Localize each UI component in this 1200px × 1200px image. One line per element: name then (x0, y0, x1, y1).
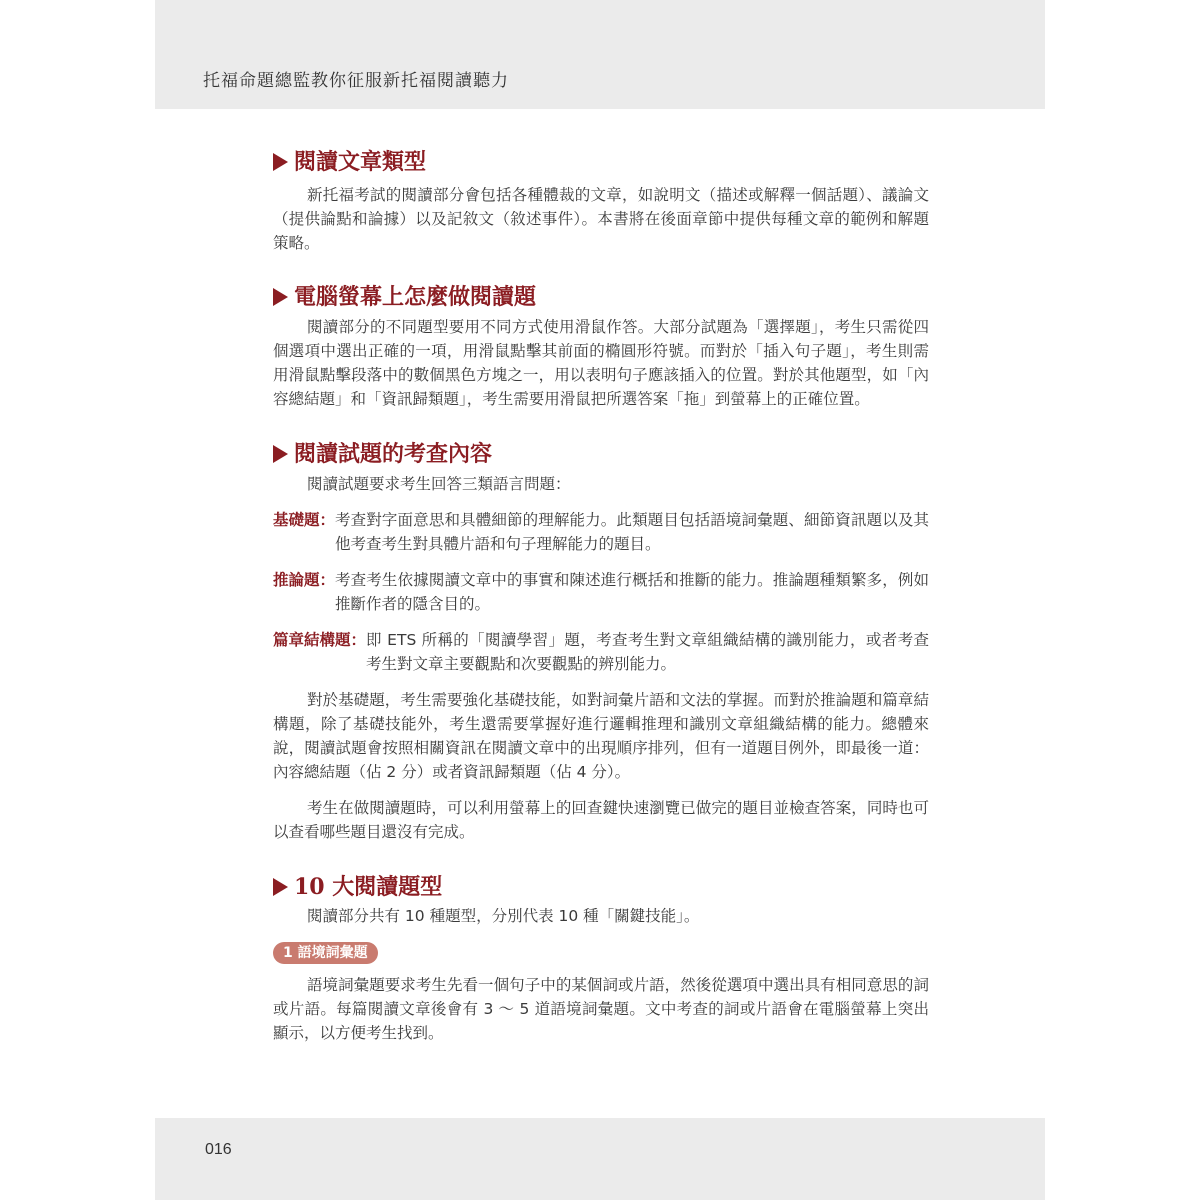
paragraph: 閱讀部分的不同題型要用不同方式使用滑鼠作答。大部分試題為「選擇題」，考生只需從四個選項中選出正確的一項，用滑鼠點擊其前面的橢圓形符號。而對於「插入句子題」，考生則需用滑鼠點擊段落中的數個黑色方塊之一，用以表明句子應該插入的位置。對於其他題型，如「內容總結題」和「資訊歸類題」，考生需要用滑鼠把所選答案「拖」到螢幕上的正確位置。 (273, 318, 929, 408)
paragraph: 閱讀試題要求考生回答三類語言問題： (307, 475, 571, 493)
page-number: 016 (205, 1141, 232, 1158)
subsection-badge: 1 語境詞彙題 (273, 942, 378, 964)
definition-desc: 考查對字面意思和具體細節的理解能力。此類題目包括語境詞彙題、細節資訊題以及其他考查考生對具體片語和句子理解能力的題目。 (335, 511, 929, 553)
paragraph: 新托福考試的閱讀部分會包括各種體裁的文章，如說明文（描述或解釋一個話題）、議論文（提供論點和論據）以及記敘文（敘述事件）。本書將在後面章節中提供每種文章的範例和解題策略。 (273, 186, 929, 252)
section-heading-text: 電腦螢幕上怎麼做閱讀題 (294, 284, 537, 310)
book-page (155, 0, 1045, 1200)
triangle-bullet-icon (273, 153, 288, 171)
paragraph: 對於基礎題，考生需要強化基礎技能，如對詞彙片語和文法的掌握。而對於推論題和篇章結構題，除了基礎技能外，考生還需要掌握好進行邏輯推理和識別文章組織結構的能力。總體來說，閱讀試題會按照相關資訊在閱讀文章中的出現順序排列，但有一道題目例外，即最後一道：內容總結題（佔 2 分）或者資訊歸類題（佔 4 分）。 (273, 691, 929, 781)
triangle-bullet-icon (273, 445, 288, 463)
section-heading-article-types (273, 145, 929, 179)
definition-desc: 考查考生依據閱讀文章中的事實和陳述進行概括和推斷的能力。推論題種類繁多，例如推斷作者的隱含目的。 (335, 571, 929, 613)
definition-basic (273, 508, 929, 556)
triangle-bullet-icon (273, 288, 288, 306)
paragraph: 考生在做閱讀題時，可以利用螢幕上的回查鍵快速瀏覽已做完的題目並檢查答案，同時也可以查看哪些題目還沒有完成。 (273, 799, 929, 841)
definition-desc: 即 ETS 所稱的「閱讀學習」題，考查考生對文章組織結構的識別能力，或者考查考生對文章主要觀點和次要觀點的辨別能力。 (366, 631, 929, 673)
triangle-bullet-icon (273, 878, 288, 896)
footer-bar (155, 1118, 1045, 1200)
definition-term: 基礎題： (273, 511, 336, 529)
section-heading-text: 10 大閱讀題型 (294, 874, 443, 900)
section-heading-ten-types (273, 870, 929, 904)
section-heading-text: 閱讀文章類型 (294, 149, 427, 175)
definition-term: 篇章結構題： (273, 631, 367, 649)
paragraph: 語境詞彙題要求考生先看一個句子中的某個詞或片語，然後從選項中選出具有相同意思的詞或片語。每篇閱讀文章後會有 3 ～ 5 道語境詞彙題。文中考查的詞或片語會在電腦螢幕上突出顯示，以方便考生找到。 (273, 976, 929, 1042)
section-heading-test-content (273, 437, 929, 471)
section-heading-text: 閱讀試題的考查內容 (294, 441, 493, 467)
header-bar (155, 0, 1045, 109)
page-content (273, 145, 929, 1045)
running-header-title: 托福命題總監教你征服新托福閱讀聽力 (203, 71, 509, 91)
paragraph: 閱讀部分共有 10 種題型，分別代表 10 種「關鍵技能」。 (307, 907, 700, 925)
definition-structure (273, 628, 929, 676)
section-heading-screen-answering (273, 280, 929, 314)
subsection-badge-row (273, 942, 929, 964)
definition-term: 推論題： (273, 571, 336, 589)
definition-inference (273, 568, 929, 616)
